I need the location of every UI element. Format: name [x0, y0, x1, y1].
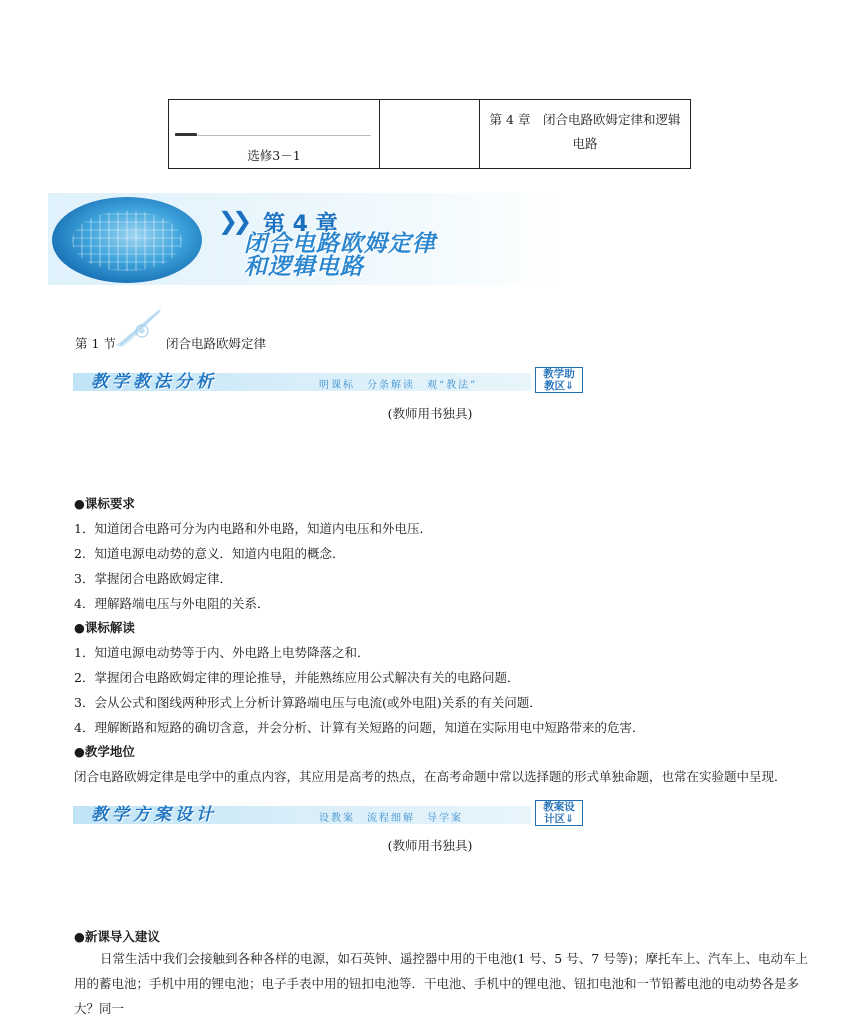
banner-title-line2: 和逻辑电路: [244, 254, 364, 280]
section-name: 闭合电路欧姆定律: [166, 336, 267, 351]
bar-box-label: [535, 367, 583, 393]
bar-box-line2: 教区⇓: [544, 380, 574, 392]
section-number: 第 1 节: [75, 336, 116, 351]
heading-new-lesson-intro: ●新课导入建议: [74, 929, 160, 944]
header-table: [168, 99, 691, 169]
pen-icon: [175, 133, 197, 136]
teacher-only-note: (教师用书独具): [387, 406, 473, 421]
bar-box-line2: 计区⇓: [544, 813, 574, 825]
interpretation-item: 3．会从公式和图线两种形式上分析计算路端电压与电流(或外电阻)关系的有关问题．: [74, 695, 542, 710]
interpretation-item: 1．知道电源电动势等于内、外电路上电势降落之和．: [74, 645, 370, 660]
pen-line-decoration: [175, 135, 371, 136]
bar-subtitle: 设教案 流程细解 导学案: [319, 813, 463, 824]
bar-box-line1: 教学助: [543, 368, 575, 380]
standards-item: 1．知道闭合电路可分为内电路和外电路，知道内电压和外电压．: [74, 521, 432, 536]
header-cell-chapter: [480, 100, 690, 168]
standards-item: 3．掌握闭合电路欧姆定律．: [74, 571, 232, 586]
bar-title: 教学教法分析: [91, 372, 217, 392]
new-lesson-intro-text: 日常生活中我们会接触到各种各样的电源，如石英钟、遥控器中用的干电池(1 号、5 号、7 号等)；摩托车上、汽车上、电动车上用的蓄电池；手机中用的锂电池；电子手表中用的钮扣电池等．干电池、手机中的锂电池、钮扣电池和一节铅蓄电池的电动势各是多大？同一: [74, 951, 809, 1016]
elective-label: 选修3－1: [247, 148, 301, 163]
heading-teaching-position: ●教学地位: [74, 744, 135, 759]
header-cell-elective: [169, 100, 380, 168]
double-chevron-icon: ❯❯: [218, 207, 247, 235]
section-bar-teaching-analysis: [73, 367, 584, 393]
bar-subtitle: 明课标 分条解读 观“教法”: [319, 380, 478, 391]
banner-title-line1: 闭合电路欧姆定律: [244, 231, 436, 257]
banner-title: [244, 233, 436, 279]
banner-chapter-label: 第 4 章: [263, 212, 338, 237]
section-bar-teaching-plan: [73, 800, 584, 826]
header-chapter-line2: 电路: [572, 136, 598, 151]
bar-box-line1: 教案设: [543, 801, 575, 813]
standards-item: 2．知道电源电动势的意义．知道内电阻的概念．: [74, 546, 345, 561]
chapter-banner: [48, 193, 560, 285]
teaching-position-text: 闭合电路欧姆定律是电学中的重点内容，其应用是高考的热点，在高考命题中常以选择题的形式单独命题，也常在实验题中呈现．: [74, 769, 787, 784]
header-cell-empty: [380, 100, 480, 168]
swoosh-target-icon: [112, 305, 164, 349]
standards-item: 4．理解路端电压与外电阻的关系．: [74, 596, 270, 611]
bar-box-label: [535, 800, 583, 826]
heading-standards: ●课标要求: [74, 496, 135, 511]
heading-interpretation: ●课标解读: [74, 620, 135, 635]
interpretation-item: 2．掌握闭合电路欧姆定律的理论推导，并能熟练应用公式解决有关的电路问题．: [74, 670, 520, 685]
header-chapter-line1: 第 4 章 闭合电路欧姆定律和逻辑: [489, 112, 681, 127]
teacher-only-note: (教师用书独具): [387, 838, 473, 853]
bar-title: 教学方案设计: [91, 805, 217, 825]
interpretation-item: 4．理解断路和短路的确切含意，并会分析、计算有关短路的问题，知道在实际用电中短路带来的危害．: [74, 720, 645, 735]
circuit-grid-pattern: [72, 211, 182, 271]
circuit-board-disc-icon: [52, 197, 202, 283]
